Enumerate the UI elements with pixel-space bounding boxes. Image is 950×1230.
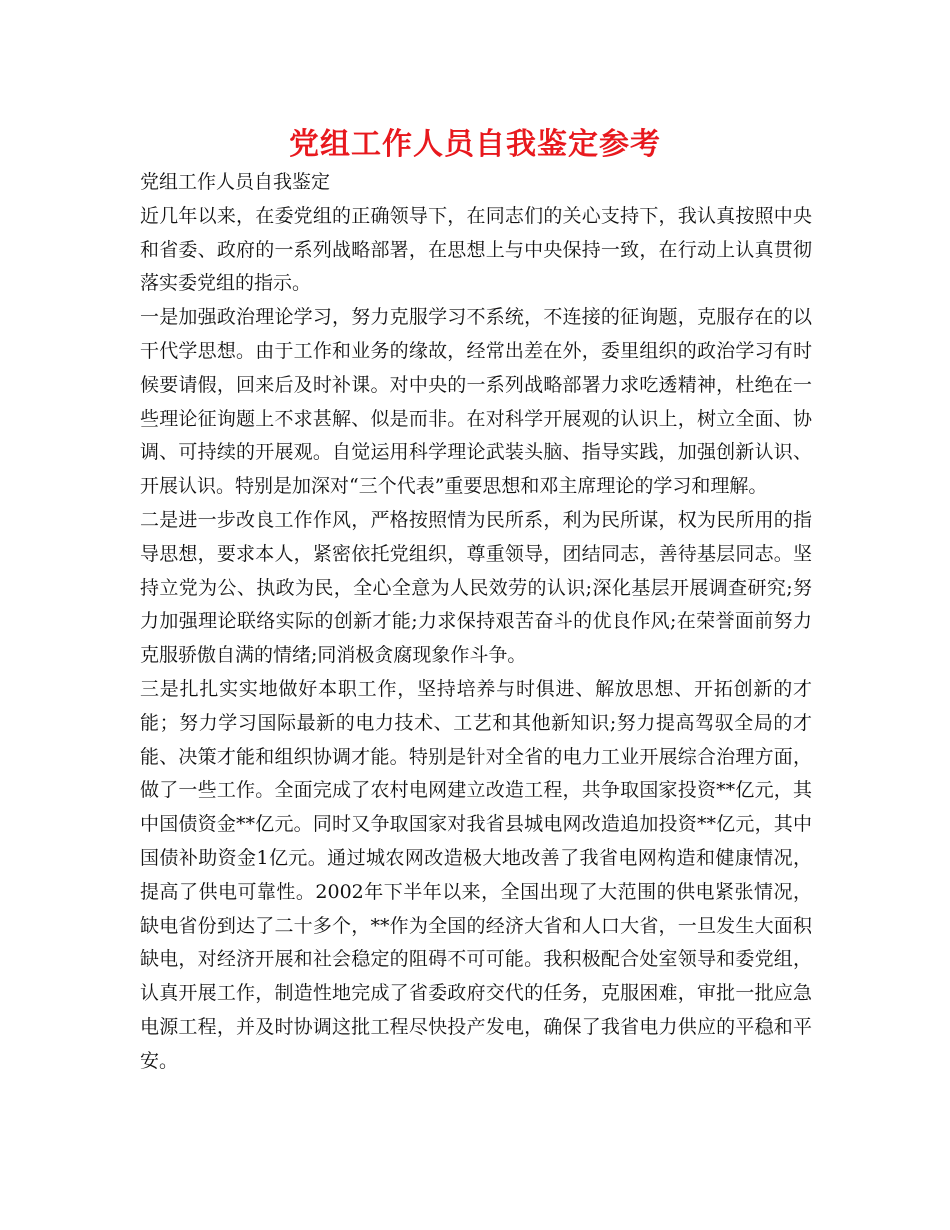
paragraph-point-one: 一是加强政治理论学习，努力克服学习不系统，不连接的征询题，克服存在的以干代学思想。由于工作和业务的缘故，经常出差在外，委里组织的政治学习有时候要请假，回来后及时补课。对中央的一系列战略部署力求吃透精神，杜绝在一些理论征询题上不求甚解、似是而非。在对科学开展观的认识上，树立全面、协调、可持续的开展观。自觉运用科学理论武装头脑、指导实践，加强创新认识、开展认识。特别是加深对“三个代表”重要思想和邓主席理论的学习和理解。	[140, 306, 812, 498]
document-title: 党组工作人员自我鉴定参考	[289, 127, 661, 162]
paragraph-point-three: 三是扎扎实实地做好本职工作，坚持培养与时俱进、解放思想、开拓创新的才能；努力学习国际最新的电力技术、工艺和其他新知识;努力提高驾驭全局的才能、决策才能和组织协调才能。特别是针对全省的电力工业开展综合治理方面，做了一些工作。全面完成了农村电网建立改造工程，共争取国家投资**亿元，其中国债资金**亿元。同时又争取国家对我省县城电网改造追加投资**亿元，其中国债补助资金1亿元。通过城农网改造极大地改善了我省电网构造和健康情况，提高了供电可靠性。2002年下半年以来，全国出现了大范围的供电紧张情况，缺电省份到达了二十多个，**作为全国的经济大省和人口大省，一旦发生大面积缺电，对经济开展和社会稳定的阻碍不可可能。我积极配合处室领导和委党组，认真开展工作，制造性地完成了省委政府交代的任务，克服困难，审批一批应急电源工程，并及时协调这批工程尽快投产发电，确保了我省电力供应的平稳和平安。	[140, 677, 812, 1072]
paragraph-intro: 近几年以来，在委党组的正确领导下，在同志们的关心支持下，我认真按照中央和省委、政府的一系列战略部署，在思想上与中央保持一致，在行动上认真贯彻落实委党组的指示。	[140, 204, 812, 295]
paragraph-point-two: 二是进一步改良工作作风，严格按照情为民所系，利为民所谋，权为民所用的指导思想，要求本人，紧密依托党组织，尊重领导，团结同志，善待基层同志。坚持立党为公、执政为民，全心全意为人民效劳的认识;深化基层开展调查研究;努力加强理论联络实际的创新才能;力求保持艰苦奋斗的优良作风;在荣誉面前努力克服骄傲自满的情绪;同消极贪腐现象作斗争。	[140, 508, 812, 667]
document-body	[140, 166, 812, 1079]
document-subtitle: 党组工作人员自我鉴定	[140, 171, 331, 193]
